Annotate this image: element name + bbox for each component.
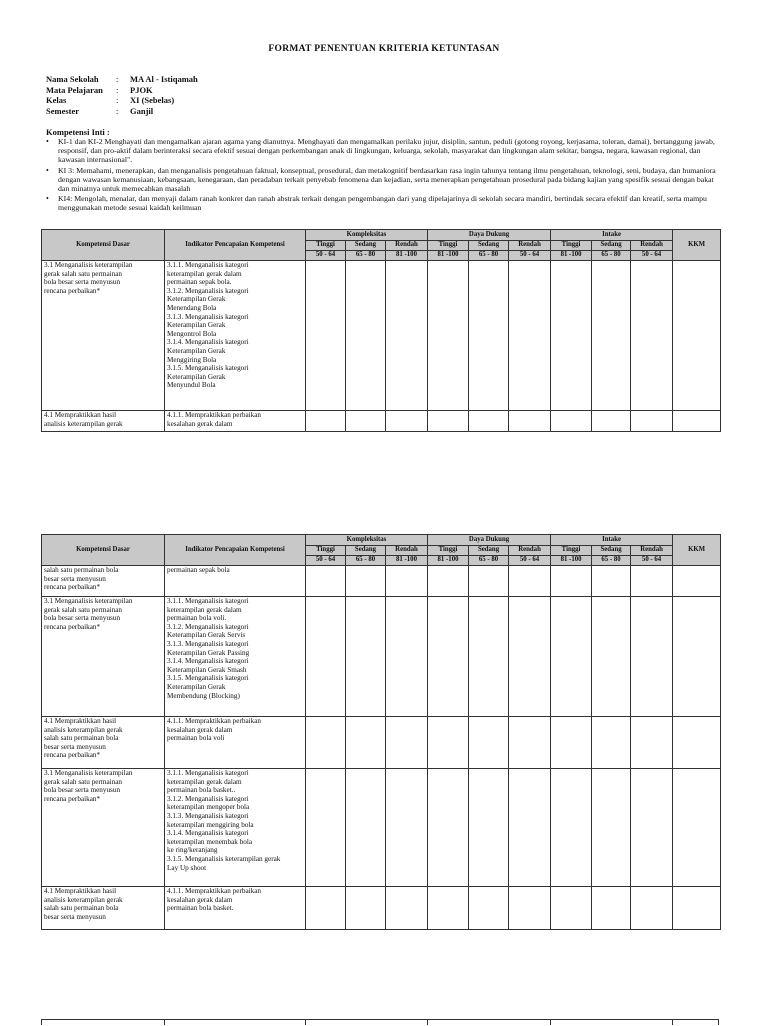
header-level: Tinggi (306, 241, 346, 251)
ki-heading: Kompetensi Inti : (46, 127, 110, 137)
kkm-cell[interactable] (673, 717, 721, 769)
header-group-intake: Intake (551, 230, 673, 241)
score-cell[interactable] (428, 769, 469, 887)
score-cell[interactable] (551, 261, 592, 411)
bullet-icon: • (46, 165, 49, 175)
header-range: 50 - 64 (631, 251, 673, 261)
score-cell[interactable] (509, 566, 551, 597)
score-cell[interactable] (592, 769, 631, 887)
identity-row-class (46, 95, 198, 106)
header-range: 65 - 80 (346, 556, 386, 566)
score-cell[interactable] (428, 717, 469, 769)
kkm-cell[interactable] (673, 411, 721, 432)
header-range: 50 - 64 (306, 556, 346, 566)
score-cell[interactable] (551, 411, 592, 432)
score-cell[interactable] (469, 887, 509, 930)
table-row (42, 597, 721, 717)
kd-cell: 3.1 Menganalisis keterampilan gerak salah satu permainan bola besar serta menyusun rencana perbaikan* (42, 261, 165, 411)
header-level: Sedang (346, 241, 386, 251)
score-cell[interactable] (469, 411, 509, 432)
identity-value: MA Al - Istiqamah (130, 74, 198, 84)
ki-item (46, 137, 726, 165)
score-cell[interactable] (509, 411, 551, 432)
score-cell[interactable] (386, 411, 428, 432)
kd-cell: 3.1 Menganalisis keterampilan gerak salah satu permainan bola besar serta menyusun rencana perbaikan* (42, 597, 165, 717)
kkm-cell[interactable] (673, 566, 721, 597)
identity-block (46, 74, 198, 116)
score-cell[interactable] (306, 411, 346, 432)
table-row (42, 769, 721, 887)
score-cell[interactable] (469, 717, 509, 769)
score-cell[interactable] (428, 411, 469, 432)
kkm-cell[interactable] (673, 597, 721, 717)
kd-cell: salah satu permainan bola besar serta menyusun rencana perbaikan* (42, 566, 165, 597)
indicator-cell: 3.1.1. Menganalisis kategori keterampilan gerak dalam permainan sepak bola. 3.1.2. Menganalisis kategori Keterampilan Gerak Menendang Bola 3.1.3. Menganalisis kategori Keterampilan Gerak Mengontrol Bola 3.1.4. Menganalisis kategori Keterampilan Gerak Menggiring Bola 3.1.5. Menganalisis kategori Keterampilan Gerak Menyundul Bola (165, 261, 306, 411)
bullet-icon: • (46, 137, 49, 146)
score-cell[interactable] (428, 887, 469, 930)
score-cell[interactable] (306, 566, 346, 597)
header-level: Sedang (592, 241, 631, 251)
score-cell[interactable] (428, 261, 469, 411)
score-cell[interactable] (469, 566, 509, 597)
header-level: Sedang (592, 546, 631, 556)
score-cell[interactable] (428, 597, 469, 717)
table-row (42, 411, 721, 432)
identity-row-school (46, 74, 198, 85)
kd-cell: 4.1 Mempraktikkan hasil analisis keterampilan gerak salah satu permainan bola besar serta menyusun (42, 887, 165, 930)
score-cell[interactable] (592, 261, 631, 411)
header-level: Rendah (386, 241, 428, 251)
header-kd: Kompetensi Dasar (42, 535, 165, 566)
indicator-cell: 3.1.1. Menganalisis kategori keterampilan gerak dalam permainan bola voli. 3.1.2. Menganalisis kategori Keterampilan Gerak Servis 3.1.3. Menganalisis kategori Keterampilan Gerak Passing 3.1.4. Menganalisis kategori Keterampilan Gerak Smash 3.1.5. Menganalisis kategori Keterampilan Gerak Membendung (Blocking) (165, 597, 306, 717)
header-indicator: Indikator Pencapaian Kompetensi (165, 535, 306, 566)
header-level: Sedang (346, 546, 386, 556)
ki-item-text: KI4: Mengolah, menalar, dan menyaji dalam ranah konkret dan ranah abstrak terkait dengan pengembangan dari yang dipelajarinya di sekolah secara mandiri, bertindak secara efektif dan kreatif, serta mampu menggunakan metode sesuai kaidah keilmuan (58, 194, 707, 213)
header-range: 81 -100 (386, 556, 428, 566)
table-row (42, 261, 721, 411)
ki-item (46, 194, 726, 212)
score-cell[interactable] (428, 566, 469, 597)
header-level: Rendah (509, 546, 551, 556)
indicator-cell: 4.1.1. Mempraktikkan perbaikan kesalahan gerak dalam permainan bola basket. (165, 887, 306, 930)
header-level: Rendah (631, 241, 673, 251)
identity-value: PJOK (130, 84, 153, 95)
score-cell[interactable] (551, 566, 592, 597)
score-cell[interactable] (551, 597, 592, 717)
header-level: Sedang (469, 241, 509, 251)
header-range: 81 -100 (551, 251, 592, 261)
header-level: Tinggi (551, 241, 592, 251)
indicator-cell: 4.1.1. Mempraktikkan perbaikan kesalahan gerak dalam permainan bola voli (165, 717, 306, 769)
score-cell[interactable] (306, 887, 346, 930)
score-cell[interactable] (386, 566, 428, 597)
score-cell[interactable] (386, 597, 428, 717)
score-cell[interactable] (509, 717, 551, 769)
score-cell[interactable] (631, 597, 673, 717)
kkm-cell[interactable] (673, 261, 721, 411)
score-cell[interactable] (631, 769, 673, 887)
score-cell[interactable] (469, 261, 509, 411)
table-row (42, 887, 721, 930)
header-level: Tinggi (551, 546, 592, 556)
score-cell[interactable] (551, 717, 592, 769)
score-cell[interactable] (469, 769, 509, 887)
score-cell[interactable] (592, 887, 631, 930)
indicator-cell: permainan sepak bola (165, 566, 306, 597)
identity-row-subject (46, 85, 198, 96)
score-cell[interactable] (346, 717, 386, 769)
header-range: 65 - 80 (469, 556, 509, 566)
ki-item (46, 166, 726, 194)
header-range: 50 - 64 (509, 251, 551, 261)
score-cell[interactable] (346, 887, 386, 930)
score-cell[interactable] (386, 887, 428, 930)
kd-cell: 4.1 Mempraktikkan hasil analisis keterampilan gerak salah satu permainan bola besar serta menyusun rencana perbaikan* (42, 717, 165, 769)
header-level: Tinggi (428, 546, 469, 556)
header-level: Tinggi (428, 241, 469, 251)
score-cell[interactable] (509, 261, 551, 411)
ki-item-text: KI 3: Memahami, menerapkan, dan menganalisis pengetahuan faktual, konseptual, prosedural, dan metakognitif berdasarkan rasa ingin tahunya tentang ilmu pengetahuan, teknologi, seni, budaya, dan humaniora dengan wawasan kemanusiaan, kebangsaan, kenegaraan, dan peradaban terkait penyebab fenomena dan kejadian, serta menerapkan pengetahuan prosedural pada bidang kajian yang spesifik sesuai dengan bakat dan minatnya untuk memecahkan masalah (58, 165, 716, 194)
header-indicator: Indikator Pencapaian Kompetensi (165, 230, 306, 261)
kkm-table-1 (41, 229, 721, 432)
score-cell[interactable] (631, 717, 673, 769)
identity-sep: : (116, 105, 119, 116)
identity-label: Kelas (46, 95, 67, 105)
kkm-table-2 (41, 534, 721, 930)
header-level: Rendah (631, 546, 673, 556)
score-cell[interactable] (509, 769, 551, 887)
header-group-support: Daya Dukung (428, 535, 551, 546)
identity-value: XI (Sebelas) (130, 95, 175, 105)
header-group-complexity: Kompleksitas (306, 230, 428, 241)
score-cell[interactable] (509, 597, 551, 717)
score-cell[interactable] (306, 261, 346, 411)
score-cell[interactable] (509, 887, 551, 930)
identity-row-semester (46, 106, 198, 117)
score-cell[interactable] (306, 769, 346, 887)
score-cell[interactable] (386, 261, 428, 411)
score-cell[interactable] (592, 717, 631, 769)
document-title: FORMAT PENENTUAN KRITERIA KETUNTASAN (268, 44, 500, 54)
score-cell[interactable] (631, 411, 673, 432)
kkm-cell[interactable] (673, 887, 721, 930)
kd-cell: 3.1 Menganalisis keterampilan gerak salah satu permainan bola besar serta menyusun rencana perbaikan* (42, 769, 165, 887)
kkm-cell[interactable] (673, 769, 721, 887)
header-level: Tinggi (306, 546, 346, 556)
score-cell[interactable] (346, 411, 386, 432)
header-range: 81 -100 (386, 251, 428, 261)
indicator-cell: 4.1.1. Mempraktikkan perbaikan kesalahan gerak dalam (165, 411, 306, 432)
header-kd: Kompetensi Dasar (42, 230, 165, 261)
score-cell[interactable] (346, 597, 386, 717)
identity-sep: : (116, 74, 119, 84)
score-cell[interactable] (631, 261, 673, 411)
score-cell[interactable] (306, 717, 346, 769)
header-range: 81 -100 (551, 556, 592, 566)
kkm-table-3-edge (41, 1019, 719, 1026)
score-cell[interactable] (592, 566, 631, 597)
header-range: 65 - 80 (592, 251, 631, 261)
table-row (42, 717, 721, 769)
header-range: 50 - 64 (631, 556, 673, 566)
score-cell[interactable] (346, 261, 386, 411)
header-range: 81 -100 (428, 556, 469, 566)
score-cell[interactable] (631, 566, 673, 597)
header-level: Sedang (469, 546, 509, 556)
header-range: 65 - 80 (592, 556, 631, 566)
header-group-complexity: Kompleksitas (306, 535, 428, 546)
kd-cell: 4.1 Mempraktikkan hasil analisis keterampilan gerak (42, 411, 165, 432)
score-cell[interactable] (346, 566, 386, 597)
score-cell[interactable] (306, 597, 346, 717)
score-cell[interactable] (346, 769, 386, 887)
score-cell[interactable] (592, 411, 631, 432)
bullet-icon: • (46, 194, 49, 204)
identity-value: Ganjil (130, 105, 154, 116)
ki-list (46, 137, 726, 214)
identity-label: Mata Pelajaran (46, 84, 103, 95)
score-cell[interactable] (386, 717, 428, 769)
header-range: 50 - 64 (306, 251, 346, 261)
header-kkm: KKM (673, 535, 721, 566)
indicator-cell: 3.1.1. Menganalisis kategori keterampilan gerak dalam permainan bola basket.. 3.1.2. Menganalisis kategori keterampilan mengoper bola 3.1.3. Menganalisis kategori keterampilan menggiring bola 3.1.4. Menganalisis kategori keterampilan menembak bola ke ring/keranjang 3.1.5. Menganalisis keterampilan gerak Lay Up shoot (165, 769, 306, 887)
score-cell[interactable] (551, 887, 592, 930)
score-cell[interactable] (469, 597, 509, 717)
table-row (42, 566, 721, 597)
score-cell[interactable] (592, 597, 631, 717)
score-cell[interactable] (386, 769, 428, 887)
identity-sep: : (116, 95, 119, 105)
header-range: 81 -100 (428, 251, 469, 261)
identity-sep: : (116, 84, 119, 95)
ki-item-text: KI-1 dan KI-2 Menghayati dan mengamalkan ajaran agama yang dianutnya. Menghayati dan mengamalkan perilaku jujur, disiplin, santun, peduli (gotong royong, kerjasama, toleran, damai), bertanggung jawab, responsif, dan pro-aktif dalam berinteraksi secara efektif sesuai dengan perkembangan anak di lingkungan, keluarga, sekolah, masyarakat dan lingkungan alam sekitar, bangsa, negara, kawasan regional, dan kawasan internasional". (58, 137, 715, 165)
score-cell[interactable] (631, 887, 673, 930)
identity-label: Nama Sekolah (46, 74, 99, 84)
header-group-intake: Intake (551, 535, 673, 546)
header-range: 65 - 80 (469, 251, 509, 261)
header-range: 50 - 64 (509, 556, 551, 566)
header-group-support: Daya Dukung (428, 230, 551, 241)
identity-label: Semester (46, 105, 80, 116)
score-cell[interactable] (551, 769, 592, 887)
header-range: 65 - 80 (346, 251, 386, 261)
header-kkm: KKM (673, 230, 721, 261)
header-level: Rendah (509, 241, 551, 251)
header-level: Rendah (386, 546, 428, 556)
